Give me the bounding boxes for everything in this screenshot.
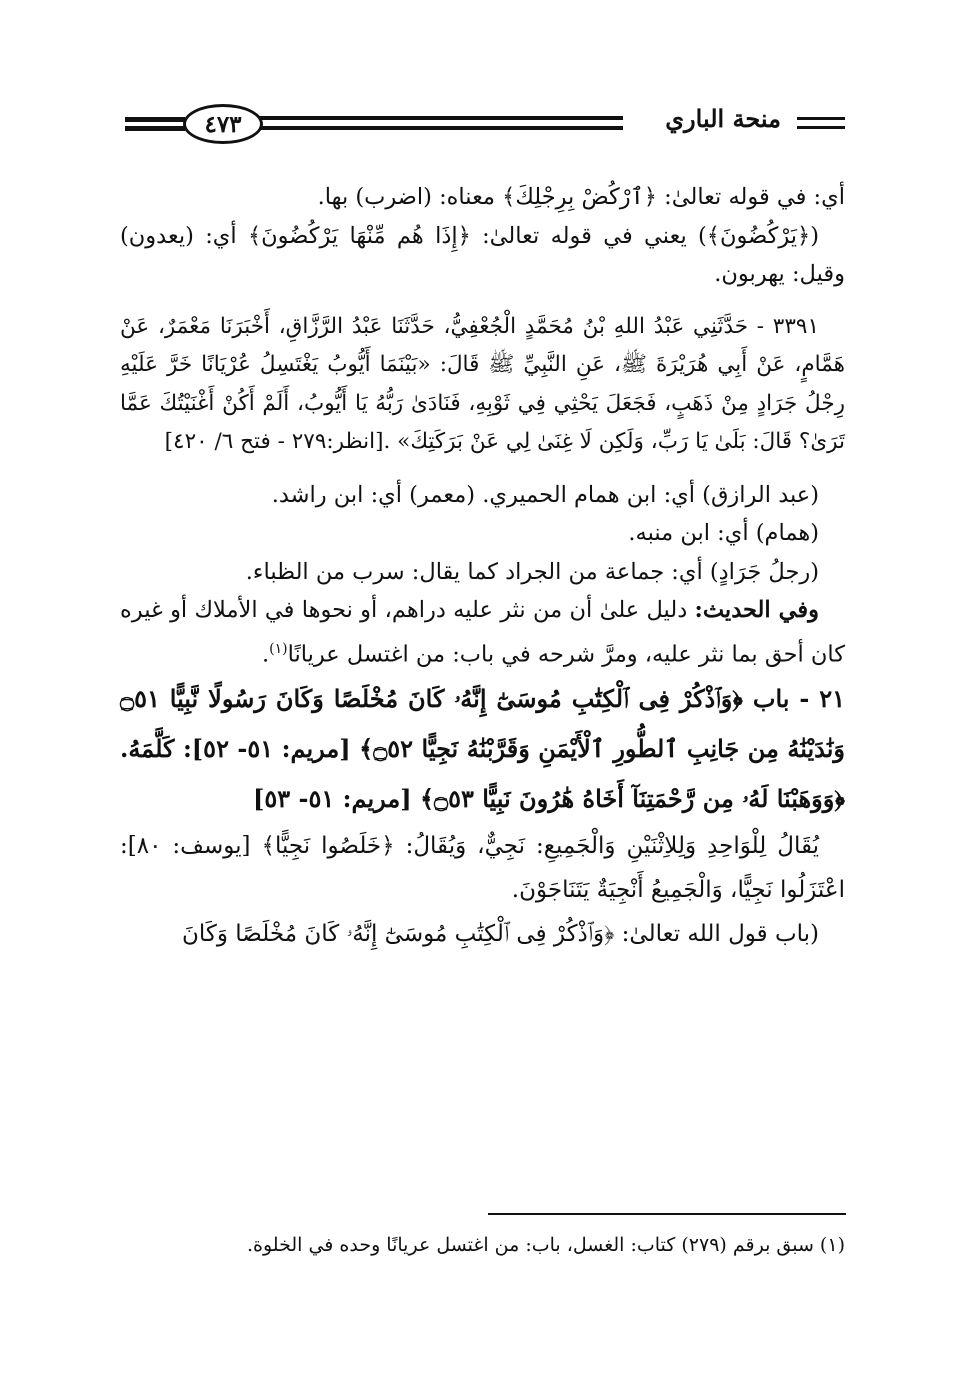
header-rule xyxy=(125,117,185,122)
footnote: (١) سبق برقم (٢٧٩) كتاب: الغسل، باب: من اغتسل عريانًا وحده في الخلوة. xyxy=(246,1234,845,1256)
hadith-benefit xyxy=(120,591,845,674)
footnote-ref: (١) xyxy=(269,640,288,657)
book-title: منحة الباري xyxy=(665,104,781,133)
hadith-text: ٣٣٩١ - حَدَّثَنِي عَبْدُ اللهِ بْنُ مُحَمَّدٍ الْجُعْفِيُّ، حَدَّثَنَا عَبْدُ الرَّزَّاقِ، أَخْبَرَنَا مَعْمَرٌ، عَنْ هَمَّامٍ، عَنْ أَبِي هُرَيْرَةَ ﷺ، عَنِ النَّبِيِّ ﷺ قَالَ: «بَيْنَمَا أَيُّوبُ يَغْتَسِلُ عُرْيَانًا خَرَّ عَلَيْهِ رِجْلُ جَرَادٍ مِنْ ذَهَبٍ، فَجَعَلَ يَحْثِي فِي ثَوْبِهِ، فَنَادَىٰ رَبُّهُ يَا أَيُّوبُ، أَلَمْ أَكُنْ أَغْنَيْتُكَ عَمَّا تَرَىٰ؟ قَالَ: بَلَىٰ يَا رَبِّ، وَلَكِن لَا غِنَىٰ لِي عَنْ بَرَكَتِكَ» .[انظر:٢٧٩ - فتح ٦/ ٤٢٠] xyxy=(120,313,845,454)
hadith-benefit-end: . xyxy=(261,641,270,667)
chapter-title: ٢١ - باب ﴿وَٱذْكُرْ فِى ٱلْكِتَٰبِ مُوسَىٰٓ إِنَّهُۥ كَانَ مُخْلَصًا وَكَانَ رَسُولًا نَّبِيًّا ۝٥١ وَنَٰدَيْنَٰهُ مِن جَانِبِ ٱلطُّورِ ٱلْأَيْمَنِ وَقَرَّبْنَٰهُ نَجِيًّا ۝٥٢﴾ [مريم: ٥١- ٥٢]: كَلَّمَهُ. ﴿وَوَهَبْنَا لَهُۥ مِن رَّحْمَتِنَآ أَخَاهُ هَٰرُونَ نَبِيًّا ۝٥٣﴾ [مريم: ٥١- ٥٣] xyxy=(120,683,846,813)
footnote-separator xyxy=(488,1213,846,1215)
chapter-commentary: (باب قول الله تعالىٰ: ﴿وَٱذْكُرْ فِى ٱلْكِتَٰبِ مُوسَىٰٓ إِنَّهُۥ كَانَ مُخْلَصًا وَكَانَ xyxy=(182,920,819,947)
chapter-definition: يُقَالُ لِلْوَاحِدِ وَلِلاِثْنَيْنِ وَالْجَمِيعِ: نَجِيٌّ، وَيُقَالُ: ﴿خَلَصُوا نَجِيًّا﴾ [يوسف: ٨٠]: اعْتَزَلُوا نَجِيًّا، وَالْجَمِيعُ أَنْجِيَةٌ يَتَنَاجَوْنَ. xyxy=(120,832,845,903)
page-body xyxy=(120,178,845,956)
hadith-benefit-label: وفي الحديث: xyxy=(694,597,820,623)
header-rule xyxy=(125,126,185,131)
narrator-note: (همام) أي: ابن منبه. xyxy=(628,520,819,546)
commentary-line: أي: في قوله تعالىٰ: ﴿ٱرْكُضْ بِرِجْلِكَ﴾ معناه: (اضرب) بها. xyxy=(317,184,845,210)
page-header xyxy=(125,100,845,146)
header-rule xyxy=(255,116,623,120)
header-rule xyxy=(797,126,845,129)
word-note: (رجلُ جَرَادٍ) أي: جماعة من الجراد كما يقال: سرب من الظباء. xyxy=(245,558,819,585)
header-rule xyxy=(797,117,845,120)
page-number: ٤٧٣ xyxy=(183,104,263,144)
narrator-note: (عبد الرازق) أي: ابن همام الحميري. (معمر) أي: ابن راشد. xyxy=(271,481,819,508)
hadith-benefit-text: دليل علىٰ أن من نثر عليه دراهم، أو نحوها في الأملاك أو غيره كان أحق بما نثر عليه، ومرَّ شرحه في باب: من اغتسل عريانًا xyxy=(120,597,845,667)
header-rule xyxy=(255,126,623,130)
commentary-line: (﴿يَرْكُضُونَ﴾) يعني في قوله تعالىٰ: ﴿إِذَا هُم مِّنْهَا يَرْكُضُونَ﴾ أي: (يعدون) وقيل: يهربون. xyxy=(120,222,845,287)
